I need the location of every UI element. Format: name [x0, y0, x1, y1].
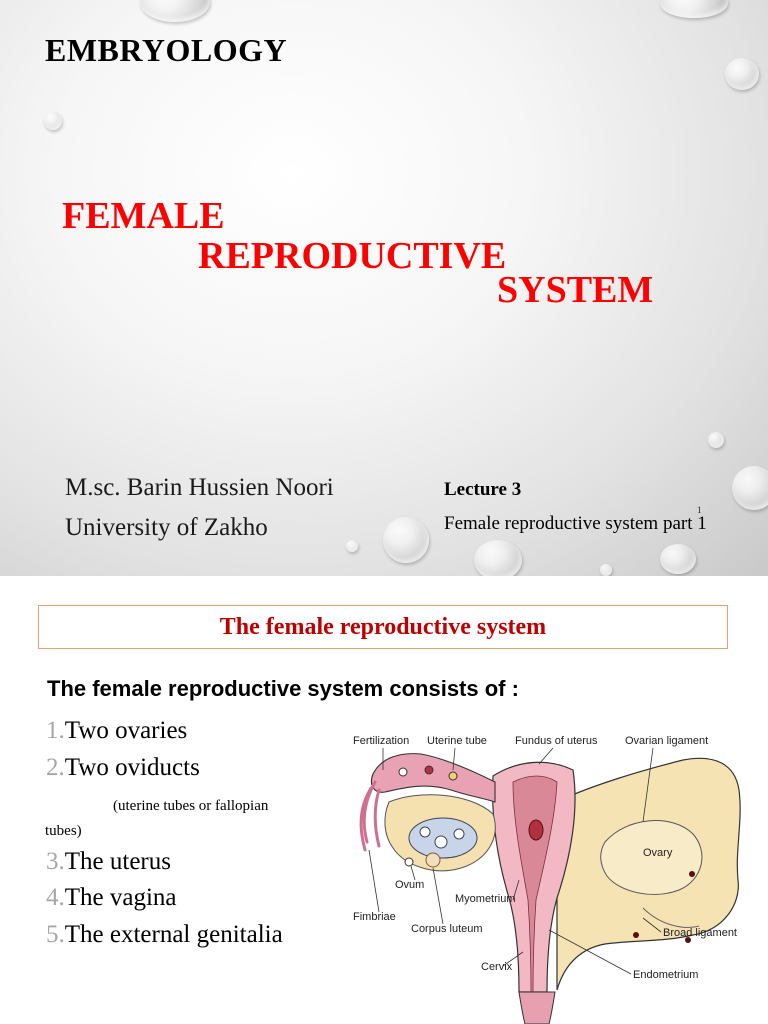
list-text: Two oviducts	[64, 754, 200, 781]
water-drop-decoration	[660, 0, 728, 18]
oviduct-note-continued: tubes)	[45, 823, 82, 839]
title-line-1: FEMALE	[62, 195, 225, 237]
list-number: 3.	[46, 848, 65, 875]
content-slide	[0, 576, 768, 1024]
institution-name: University of Zakho	[65, 514, 268, 541]
label-fundus: Fundus of uterus	[515, 735, 598, 747]
label-uterine-tube: Uterine tube	[427, 735, 487, 747]
corpus-luteum-spot	[426, 853, 440, 867]
label-broad-ligament: Broad ligament	[663, 927, 737, 939]
ovum-in-tube	[449, 772, 457, 780]
label-ovarian-ligament: Ovarian ligament	[625, 735, 709, 747]
list-text: The uterus	[64, 848, 171, 875]
list-item	[46, 717, 187, 745]
fimbriae-shape	[361, 782, 379, 850]
course-heading: EMBRYOLOGY	[45, 32, 288, 68]
follicle	[435, 836, 447, 848]
list-number: 5.	[46, 921, 65, 948]
slide-number: 1	[697, 505, 702, 515]
intro-text: The female reproductive system consists of :	[47, 676, 519, 701]
follicle-dot	[689, 871, 695, 877]
list-item	[46, 921, 283, 949]
title-line-2: REPRODUCTIVE	[198, 235, 507, 277]
implantation-site	[529, 820, 543, 840]
reproductive-anatomy-diagram	[343, 730, 763, 1024]
water-drop-decoration	[732, 466, 768, 510]
follicle	[420, 827, 430, 837]
label-myometrium: Myometrium	[455, 893, 516, 905]
list-text: The external genitalia	[64, 921, 283, 948]
oviduct-note: (uterine tubes or fallopian	[113, 798, 269, 814]
list-text: The vagina	[64, 884, 177, 911]
water-drop-decoration	[708, 432, 724, 448]
lecture-subtitle: Female reproductive system part 1	[444, 513, 707, 534]
water-drop-decoration	[474, 540, 522, 576]
list-item	[46, 884, 177, 912]
water-drop-decoration	[140, 0, 210, 22]
ovum-in-tube	[399, 768, 407, 776]
label-ovary: Ovary	[643, 847, 673, 859]
label-cervix: Cervix	[481, 961, 513, 973]
list-number: 2.	[46, 754, 65, 781]
label-fimbriae: Fimbriae	[353, 911, 396, 923]
label-fertilization: Fertilization	[353, 735, 410, 747]
list-text: Two ovaries	[64, 717, 188, 744]
water-drop-decoration	[660, 544, 696, 574]
water-drop-decoration	[346, 540, 358, 552]
author-name: M.sc. Barin Hussien Noori	[65, 474, 334, 501]
follicle-dot	[633, 932, 639, 938]
slide-title-box	[38, 605, 728, 649]
water-drop-decoration	[600, 564, 612, 576]
label-endometrium: Endometrium	[633, 969, 699, 981]
cervix-shape	[519, 992, 555, 1024]
label-corpus-luteum: Corpus luteum	[411, 923, 483, 935]
water-drop-decoration	[44, 112, 62, 130]
ovum-in-tube	[425, 766, 433, 774]
lecture-label: Lecture 3	[444, 479, 522, 500]
ovum-released	[405, 858, 413, 866]
list-number: 1.	[46, 717, 65, 744]
list-item	[46, 848, 171, 876]
follicle	[454, 829, 464, 839]
water-drop-decoration	[383, 517, 429, 563]
list-item	[46, 754, 200, 782]
title-line-3: SYSTEM	[497, 269, 654, 311]
list-number: 4.	[46, 884, 65, 911]
label-ovum: Ovum	[395, 879, 425, 891]
water-drop-decoration	[725, 58, 759, 90]
slide-title: The female reproductive system	[219, 613, 547, 640]
